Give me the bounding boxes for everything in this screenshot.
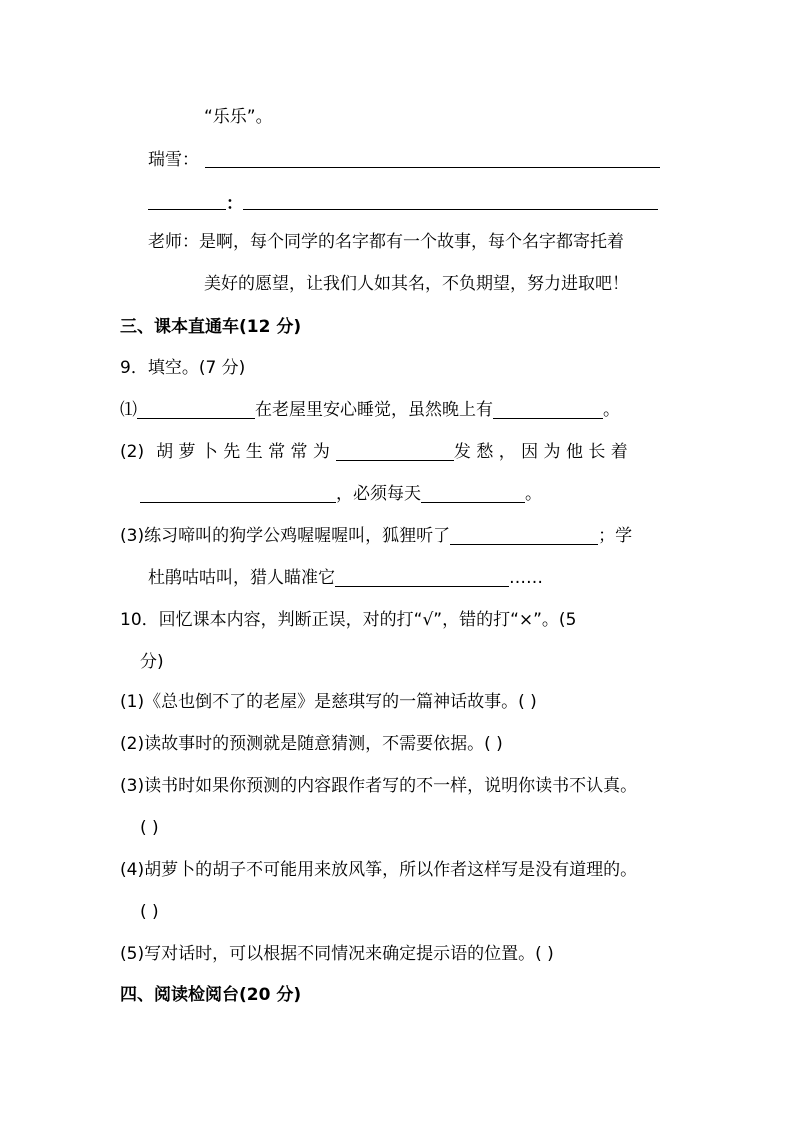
q9-sub3-part-c: 杜鹃咕咕叫，猎人瞄准它 — [148, 568, 335, 588]
q9-sub3-blank-a[interactable] — [450, 526, 598, 545]
q9-sub2-part-a: 胡 萝 卜 先 生 常 常 为 — [156, 442, 330, 462]
q10-title-line1: 10．回忆课本内容，判断正误，对的打“√”，错的打“×”。(5 — [120, 610, 577, 630]
q9-sub3-end: …… — [509, 568, 543, 588]
teacher-line-1: 老师：是啊，每个同学的名字都有一个故事，每个名字都寄托着 — [148, 232, 624, 252]
q9-sub2-blank-b[interactable] — [140, 484, 336, 503]
q10-item-4-answer[interactable]: ( ) — [140, 902, 159, 922]
q9-sub2-line2 — [140, 482, 542, 506]
q9-sub2-line1 — [120, 440, 628, 464]
q9-sub1 — [120, 398, 620, 422]
q9-sub1-num: ⑴ — [120, 400, 137, 420]
q9-sub3-line1 — [120, 524, 632, 548]
q10-title-line2: 分) — [140, 652, 164, 672]
q9-sub3-part-b: ；学 — [598, 526, 633, 546]
q9-sub3-part-a: (3)练习啼叫的狗学公鸡喔喔喔叫，狐狸听了 — [120, 526, 451, 546]
q10-item-5: (5)写对话时，可以根据不同情况来确定提示语的位置。( ) — [120, 944, 554, 964]
teacher-line-2: 美好的愿望，让我们人如其名，不负期望，努力进取吧！ — [204, 274, 629, 294]
q9-sub1-blank-a[interactable] — [137, 400, 255, 419]
q10-item-4: (4)胡萝卜的胡子不可能用来放风筝，所以作者这样写是没有道理的。 — [120, 860, 638, 880]
q9-sub1-mid: 在老屋里安心睡觉，虽然晚上有 — [255, 400, 493, 420]
q10-item-1: (1)《总也倒不了的老屋》是慈琪写的一篇神话故事。( ) — [120, 692, 537, 712]
q10-item-3-answer[interactable]: ( ) — [140, 818, 159, 838]
speaker-answer-line[interactable] — [243, 209, 658, 210]
q9-sub2-num: (2) — [120, 442, 145, 462]
lele-line: “乐乐”。 — [204, 107, 273, 127]
speaker-colon: ： — [226, 194, 243, 214]
q10-item-2: (2)读故事时的预测就是随意猜测，不需要依据。( ) — [120, 734, 503, 754]
section-4-heading: 四、阅读检阅台(20 分) — [120, 985, 302, 1005]
q9-sub1-end: 。 — [603, 400, 620, 420]
ruixue-answer-line[interactable] — [205, 167, 660, 168]
q9-sub2-part-b: 发 愁 ， 因 为 他 长 着 — [453, 442, 628, 462]
q9-sub1-blank-b[interactable] — [493, 400, 603, 419]
q9-sub2-blank-c[interactable] — [421, 484, 525, 503]
q9-sub2-end: 。 — [525, 484, 542, 504]
q9-title: 9．填空。(7 分) — [120, 358, 246, 378]
speaker-blank[interactable] — [148, 209, 226, 210]
q9-sub2-part-c: ，必须每天 — [336, 484, 421, 504]
ruixue-label: 瑞雪： — [148, 150, 199, 170]
q9-sub3-line2 — [148, 566, 543, 590]
q10-item-3: (3)读书时如果你预测的内容跟作者写的不一样，说明你读书不认真。 — [120, 776, 638, 796]
q9-sub3-blank-b[interactable] — [335, 568, 509, 587]
section-3-heading: 三、课本直通车(12 分) — [120, 317, 302, 337]
q9-sub2-blank-a[interactable] — [336, 442, 454, 461]
